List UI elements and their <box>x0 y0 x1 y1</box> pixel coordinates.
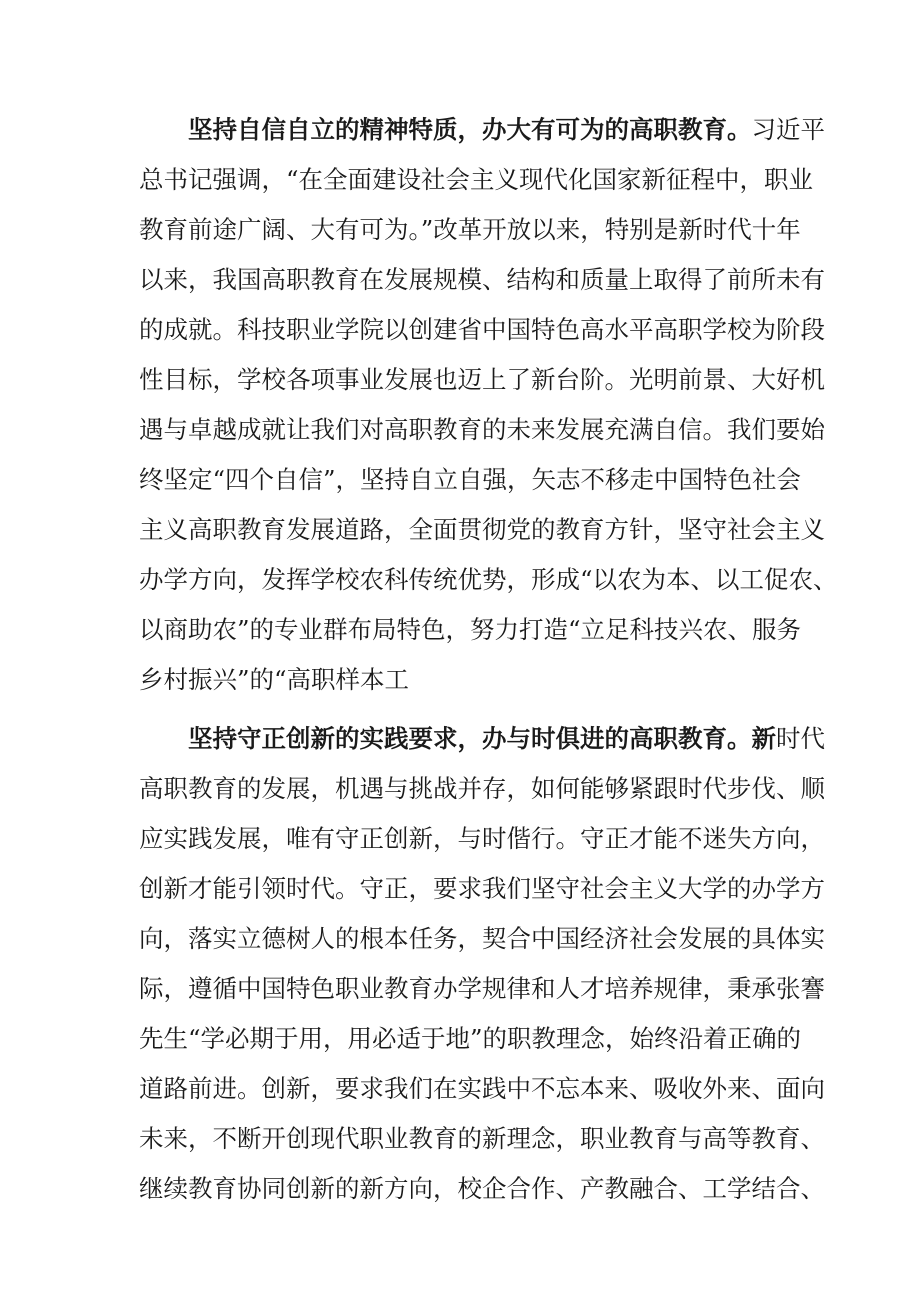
paragraph-2-line-3: 应实践发展，唯有守正创新，与时偕行。守正才能不迷失方向， <box>139 824 825 853</box>
paragraph-1-line-10: 办学方向，发挥学校农科传统优势，形成“以农为本、以工促农、 <box>139 565 838 594</box>
paragraph-2-line-6: 际，遵循中国特色职业教育办学规律和人才培养规律，秉承张謇 <box>139 974 825 1003</box>
paragraph-2-line-9: 未来，不断开创现代职业教育的新理念，职业教育与高等教育、 <box>139 1124 825 1153</box>
paragraph-2-line-1-text: 时代 <box>776 724 825 753</box>
paragraph-2-line-8: 道路前进。创新，要求我们在实践中不忘本来、吸收外来、面向 <box>139 1074 825 1103</box>
paragraph-2-line-10: 继续教育协同创新的新方向，校企合作、产教融合、工学结合、 <box>139 1174 825 1203</box>
paragraph-1-line-1-text: 习近平 <box>751 115 825 144</box>
paragraph-2-line-1 <box>188 717 825 761</box>
paragraph-2-line-2: 高职教育的发展，机遇与挑战并存，如何能够紧跟时代步伐、顺 <box>139 774 825 803</box>
paragraph-2-line-7: 先生“学必期于用，用必适于地”的职教理念，始终沿着正确的 <box>139 1024 802 1053</box>
paragraph-1-line-4: 以来，我国高职教育在发展规模、结构和质量上取得了前所未有 <box>139 265 825 294</box>
paragraph-1-line-8: 终坚定“四个自信”，坚持自立自强，矢志不移走中国特色社会 <box>139 465 802 494</box>
paragraph-1-line-2: 总书记强调，“在全面建设社会主义现代化国家新征程中，职业 <box>139 165 814 194</box>
paragraph-2-line-4: 创新才能引领时代。守正，要求我们坚守社会主义大学的办学方 <box>139 874 825 903</box>
paragraph-1-line-12: 乡村振兴”的“高职样本工 <box>139 665 410 694</box>
paragraph-2-line-5: 向，落实立德树人的根本任务，契合中国经济社会发展的具体实 <box>139 924 825 953</box>
paragraph-1-line-5: 的成就。科技职业学院以创建省中国特色高水平高职学校为阶段 <box>139 315 825 344</box>
paragraph-1-line-7: 遇与卓越成就让我们对高职教育的未来发展充满自信。我们要始 <box>139 415 825 444</box>
paragraph-1-line-6: 性目标，学校各项事业发展也迈上了新台阶。光明前景、大好机 <box>139 365 825 394</box>
paragraph-1-line-9: 主义高职教育发展道路，全面贯彻党的教育方针，坚守社会主义 <box>139 515 825 544</box>
paragraph-1-line-3: 教育前途广阔、大有可为。”改革开放以来，特别是新时代十年 <box>139 215 801 244</box>
paragraph-1-line-11: 以商助农”的专业群布局特色，努力打造“立足科技兴农、服务 <box>139 615 802 644</box>
paragraph-1-line-1 <box>188 108 825 152</box>
paragraph-1-lead: 坚持自信自立的精神特质，办大有可为的高职教育。 <box>188 115 752 144</box>
paragraph-2-lead: 坚持守正创新的实践要求，办与时俱进的高职教育。新 <box>188 724 776 753</box>
